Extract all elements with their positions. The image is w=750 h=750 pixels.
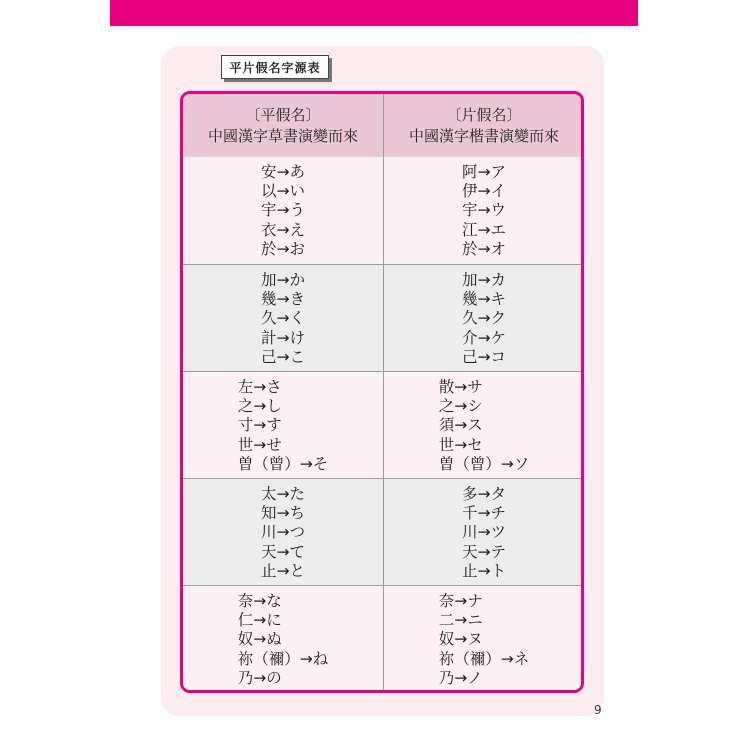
hiragana-cell (183, 378, 383, 474)
katakana-cell (384, 271, 584, 367)
hiragana-list (261, 485, 305, 581)
katakana-list (462, 271, 506, 367)
kana-group (183, 371, 581, 478)
hiragana-entry: 奈→な (237, 592, 282, 610)
hiragana-entry: 世→せ (237, 435, 282, 454)
hiragana-cell (183, 592, 383, 688)
header-katakana-title: 〔片假名〕 (446, 105, 522, 124)
katakana-entry: 加→カ (462, 271, 506, 289)
hiragana-entry: 川→つ (261, 523, 305, 542)
kana-group (183, 157, 581, 264)
hiragana-entry: 加→か (261, 271, 305, 289)
table-header (183, 94, 581, 158)
table-title-tag: 平片假名字源表 (221, 55, 329, 79)
hiragana-entry: 寸→す (237, 416, 282, 435)
header-katakana-subtitle: 中國漢字楷書演變而來 (408, 126, 559, 145)
hiragana-entry: 幾→き (261, 290, 305, 309)
katakana-entry: 伊→イ (462, 182, 506, 201)
katakana-cell (384, 163, 584, 259)
katakana-entry: 於→オ (462, 239, 506, 258)
katakana-cell (384, 592, 584, 688)
katakana-entry: 二→ニ (438, 611, 483, 630)
column-divider (383, 94, 384, 690)
hiragana-entry: 久→く (261, 309, 305, 328)
top-banner (110, 0, 638, 26)
header-hiragana (183, 94, 383, 157)
katakana-cell (384, 378, 584, 474)
hiragana-entry: 於→お (261, 239, 305, 258)
hiragana-entry: 仁→に (237, 611, 282, 630)
page-number: 9 (594, 703, 602, 717)
katakana-entry: 介→ケ (462, 328, 506, 347)
katakana-entry: 久→ク (462, 309, 506, 328)
katakana-entry: 奴→ヌ (438, 630, 483, 649)
hiragana-entry: 左→さ (237, 378, 282, 396)
header-hiragana-title: 〔平假名〕 (245, 105, 321, 124)
kana-group (183, 264, 581, 371)
katakana-cell (384, 485, 584, 581)
hiragana-list (238, 378, 329, 474)
hiragana-entry: 以→い (261, 182, 305, 201)
hiragana-entry: 安→あ (261, 163, 305, 181)
katakana-entry: 天→テ (462, 542, 506, 561)
katakana-entry: 幾→キ (462, 290, 506, 309)
katakana-entry: 散→サ (438, 378, 483, 396)
katakana-entry: 千→チ (462, 504, 506, 523)
katakana-entry: 宇→ウ (462, 201, 506, 220)
hiragana-list (238, 592, 329, 688)
katakana-entry: 多→タ (462, 485, 506, 503)
katakana-entry: 祢（禰）→ネ (438, 649, 530, 668)
hiragana-entry: 乃→の (237, 668, 282, 687)
hiragana-cell (183, 271, 383, 367)
header-katakana (384, 94, 584, 157)
katakana-entry: 止→ト (462, 561, 506, 580)
katakana-entry: 江→エ (462, 220, 506, 239)
katakana-entry: 世→セ (438, 435, 483, 454)
katakana-list (462, 485, 506, 581)
hiragana-entry: 知→ち (261, 504, 305, 523)
katakana-entry: 川→ツ (462, 523, 506, 542)
hiragana-entry: 己→こ (261, 347, 305, 366)
katakana-entry: 己→コ (462, 347, 506, 366)
hiragana-entry: 太→た (261, 485, 305, 503)
hiragana-entry: 祢（禰）→ね (237, 649, 329, 668)
hiragana-cell (183, 163, 383, 259)
hiragana-list (261, 271, 305, 367)
kana-origin-table (180, 91, 584, 693)
hiragana-entry: 之→し (237, 397, 282, 416)
hiragana-entry: 宇→う (261, 201, 305, 220)
hiragana-entry: 計→け (261, 328, 305, 347)
hiragana-list (261, 163, 305, 259)
hiragana-entry: 止→と (261, 561, 305, 580)
kana-group (183, 478, 581, 585)
header-hiragana-subtitle: 中國漢字草書演變而來 (207, 126, 358, 145)
katakana-entry: 阿→ア (462, 163, 506, 181)
katakana-entry: 奈→ナ (438, 592, 483, 610)
hiragana-entry: 奴→ぬ (237, 630, 282, 649)
hiragana-entry: 曽（曾）→そ (237, 454, 329, 473)
katakana-list (462, 163, 506, 259)
katakana-entry: 之→シ (438, 397, 483, 416)
katakana-list (439, 592, 530, 688)
katakana-entry: 須→ス (438, 416, 483, 435)
katakana-list (439, 378, 530, 474)
hiragana-entry: 天→て (261, 542, 305, 561)
hiragana-entry: 衣→え (261, 220, 305, 239)
katakana-entry: 曽（曾）→ソ (438, 454, 530, 473)
katakana-entry: 乃→ノ (438, 668, 483, 687)
hiragana-cell (183, 485, 383, 581)
kana-group (183, 585, 581, 692)
